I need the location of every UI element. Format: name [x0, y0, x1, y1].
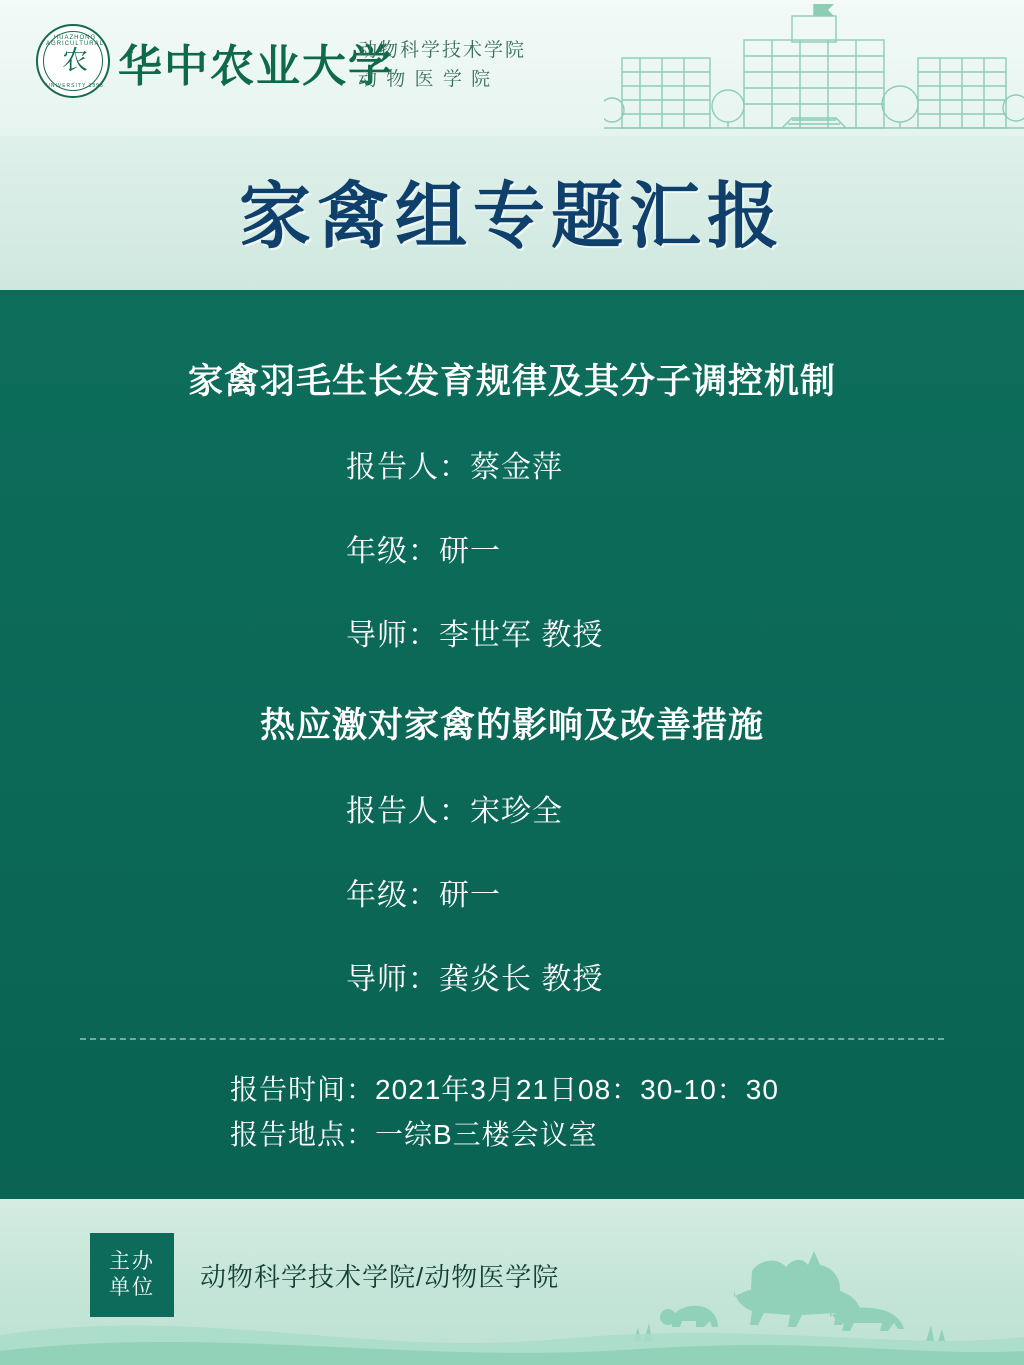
poster-body — [0, 290, 1024, 1195]
event-meta — [70, 1068, 954, 1158]
logo-arc-bottom-text: UNIVERSITY 1898 — [46, 83, 104, 89]
university-name: 华中农业大学 — [118, 41, 394, 92]
talk-title: 家禽羽毛生长发育规律及其分子调控机制 — [187, 362, 836, 401]
talk-item-2 — [70, 698, 954, 998]
talk-item-1 — [70, 354, 954, 654]
college-line-1: 动物科学技术学院 — [358, 40, 527, 61]
poster-header — [0, 0, 1024, 290]
event-time: 报告时间：2021年3月21日08：30-10：30 — [230, 1074, 779, 1105]
logo-glyph: 农 — [61, 46, 88, 76]
divider — [80, 1038, 944, 1040]
talk-grade: 年级：研一 — [346, 535, 501, 568]
talk-advisor: 导师：龚炎长 教授 — [346, 963, 604, 996]
talk-advisor: 导师：李世军 教授 — [346, 619, 604, 652]
footer-rule — [0, 1195, 1024, 1199]
college-names — [358, 36, 526, 95]
logo-arc-top-text: HUAZHONG AGRICULTURAL — [46, 35, 104, 47]
talk-grade: 年级：研一 — [346, 879, 501, 912]
organizer-badge-line-1: 主办 — [109, 1249, 155, 1273]
campus-building-illustration — [604, 0, 1024, 136]
footer-wave-decoration — [0, 1295, 1024, 1365]
talk-speaker: 报告人：宋珍全 — [346, 795, 563, 828]
talk-speaker: 报告人：蔡金萍 — [346, 451, 563, 484]
university-logo-icon — [36, 24, 110, 98]
organizer-badge-line-2: 单位 — [109, 1276, 155, 1299]
organizer-name: 动物科学技术学院/动物医学院 — [200, 1262, 560, 1292]
event-place: 报告地点：一综B三楼会议室 — [230, 1118, 598, 1150]
page-title: 家禽组专题汇报 — [238, 174, 785, 258]
poster-footer — [0, 1195, 1024, 1365]
college-line-2: 动 物 医 学 院 — [358, 69, 493, 91]
talk-title: 热应激对家禽的影响及改善措施 — [259, 706, 764, 745]
